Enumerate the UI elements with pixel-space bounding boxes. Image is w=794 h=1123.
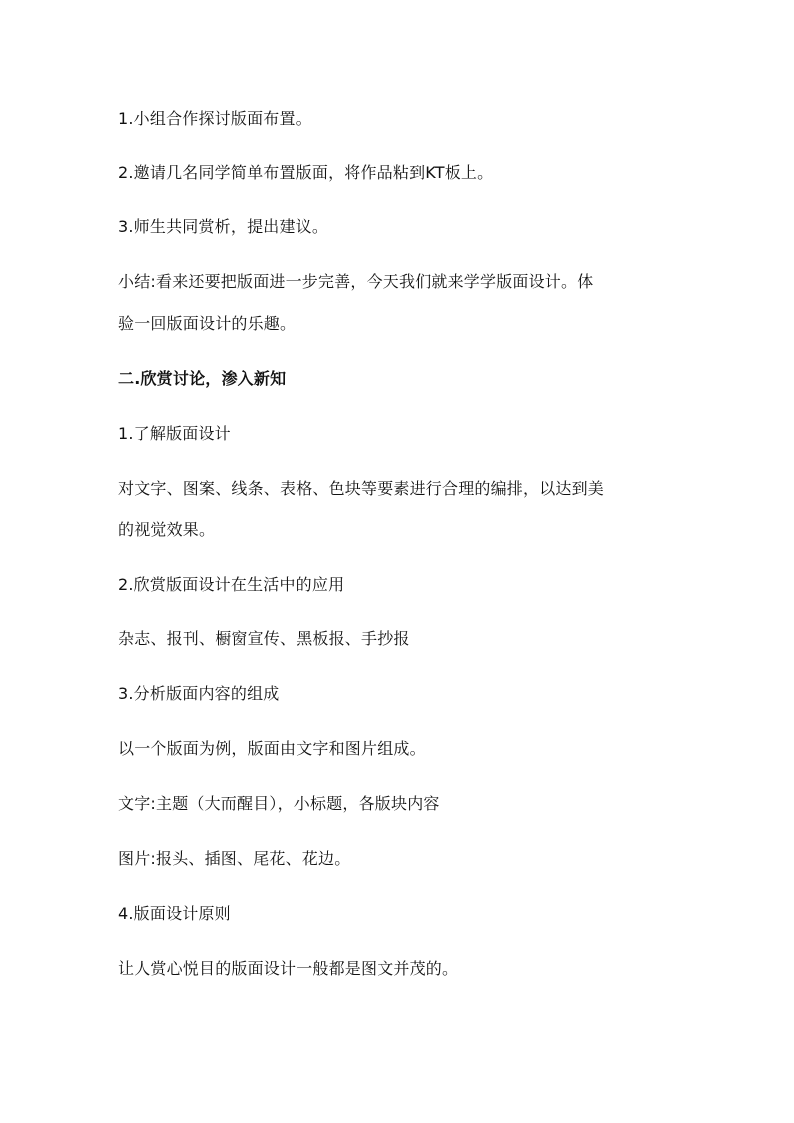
applications-text: 杂志、报刊、橱窗宣传、黑板报、手抄报 bbox=[118, 629, 410, 648]
subheading-3: 3.分析版面内容的组成 bbox=[118, 684, 280, 703]
image-elements: 图片:报头、插图、尾花、花边。 bbox=[118, 849, 351, 868]
step-2-text: 2.邀请几名同学简单布置版面，将作品粘到KT板上。 bbox=[118, 163, 494, 182]
definition-line-2: 的视觉效果。 bbox=[118, 520, 216, 539]
summary-line-2: 验一回版面设计的乐趣。 bbox=[118, 314, 297, 333]
text-elements: 文字:主题（大而醒目），小标题，各版块内容 bbox=[118, 794, 440, 813]
step-3-text: 3.师生共同赏析，提出建议。 bbox=[118, 217, 329, 236]
composition-text: 以一个版面为例，版面由文字和图片组成。 bbox=[118, 739, 426, 758]
step-1-text: 1.小组合作探讨版面布置。 bbox=[118, 109, 312, 128]
principle-text: 让人赏心悦目的版面设计一般都是图文并茂的。 bbox=[118, 959, 459, 978]
section-heading: 二.欣赏讨论，渗入新知 bbox=[118, 369, 287, 388]
summary-line-1: 小结:看来还要把版面进一步完善，今天我们就来学学版面设计。体 bbox=[118, 272, 594, 291]
subheading-2: 2.欣赏版面设计在生活中的应用 bbox=[118, 575, 345, 594]
subheading-4: 4.版面设计原则 bbox=[118, 904, 231, 923]
definition-line-1: 对文字、图案、线条、表格、色块等要素进行合理的编排，以达到美 bbox=[118, 479, 605, 498]
subheading-1: 1.了解版面设计 bbox=[118, 424, 231, 443]
